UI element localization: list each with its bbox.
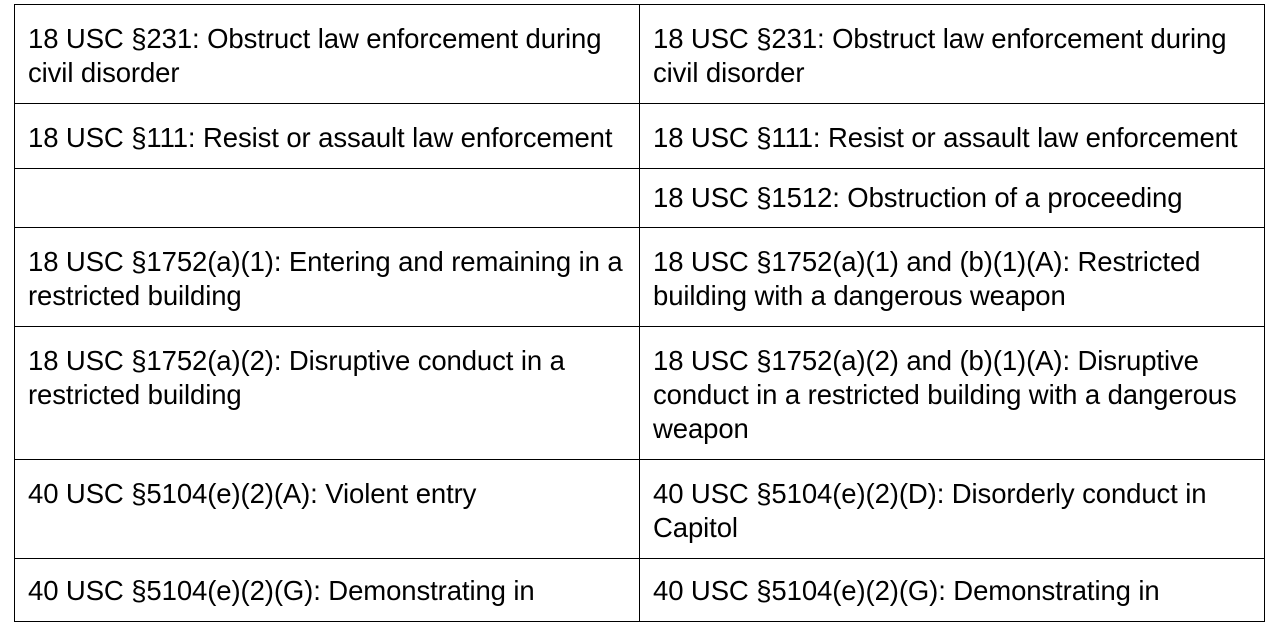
table-cell-left: 40 USC §5104(e)(2)(A): Violent entry: [15, 460, 640, 559]
table-cell-right: 18 USC §1752(a)(1) and (b)(1)(A): Restricted building with a dangerous weapon: [640, 228, 1265, 327]
table-cell-right: 40 USC §5104(e)(2)(D): Disorderly conduct in Capitol: [640, 460, 1265, 559]
table-row: [15, 169, 1265, 228]
table-row: [15, 104, 1265, 169]
table-row: [15, 5, 1265, 104]
table-cell-left: 18 USC §231: Obstruct law enforcement during civil disorder: [15, 5, 640, 104]
charges-table-container: [14, 4, 1264, 622]
table-cell-right: 40 USC §5104(e)(2)(G): Demonstrating in: [640, 559, 1265, 622]
table-cell-left: 40 USC §5104(e)(2)(G): Demonstrating in: [15, 559, 640, 622]
table-cell-right: 18 USC §111: Resist or assault law enforcement: [640, 104, 1265, 169]
table-row: [15, 460, 1265, 559]
table-cell-right: 18 USC §231: Obstruct law enforcement during civil disorder: [640, 5, 1265, 104]
table-row: [15, 559, 1265, 622]
table-cell-left-empty: [15, 169, 640, 228]
table-cell-right: 18 USC §1752(a)(2) and (b)(1)(A): Disruptive conduct in a restricted building with a dangerous weapon: [640, 327, 1265, 460]
table-cell-left: 18 USC §111: Resist or assault law enforcement: [15, 104, 640, 169]
table-cell-right: 18 USC §1512: Obstruction of a proceeding: [640, 169, 1265, 228]
table-row: [15, 228, 1265, 327]
table-cell-left: 18 USC §1752(a)(2): Disruptive conduct in a restricted building: [15, 327, 640, 460]
table-cell-left: 18 USC §1752(a)(1): Entering and remaining in a restricted building: [15, 228, 640, 327]
table-row: [15, 327, 1265, 460]
charges-comparison-table: [14, 4, 1265, 622]
